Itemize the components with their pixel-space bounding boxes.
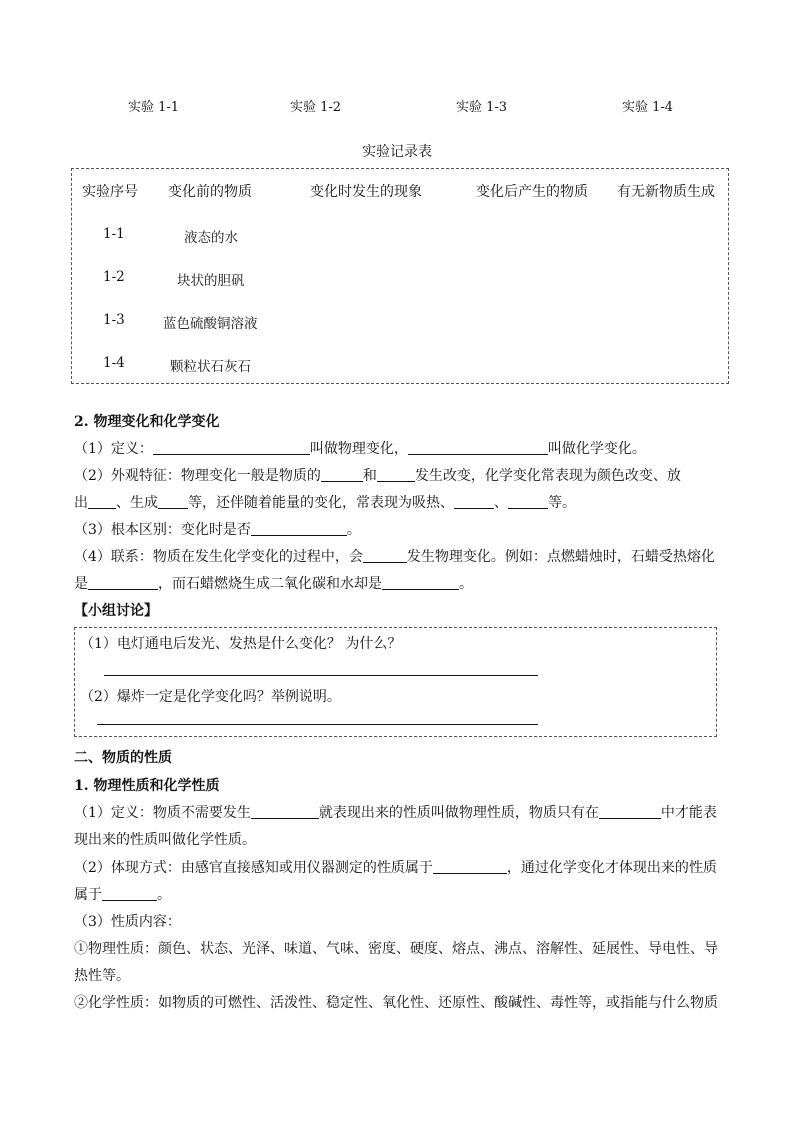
subsection-heading: 1. 物理性质和化学性质 [74, 778, 220, 794]
blank[interactable] [454, 492, 494, 509]
table-header-before: 变化前的物质 [168, 184, 252, 200]
part-heading-properties: 二、物质的性质 [74, 750, 172, 766]
blank[interactable] [251, 519, 347, 536]
table-row-id: 1-2 [103, 269, 125, 285]
blank[interactable] [158, 492, 188, 509]
physical-properties-line2: 热性等。 [74, 968, 130, 984]
property-definition-line2: 现出来的性质叫做化学性质。 [74, 832, 256, 848]
table-header-phenomenon: 变化时发生的现象 [310, 184, 422, 200]
answer-line-1[interactable] [104, 675, 538, 676]
blank[interactable] [88, 492, 116, 509]
blank[interactable] [382, 573, 459, 590]
table-row-before: 液态的水 [184, 230, 238, 246]
physical-properties-line1: ①物理性质：颜色、状态、光泽、味道、气味、密度、硬度、熔点、沸点、溶解性、延展性、导电性、导 [74, 941, 718, 957]
blank[interactable] [599, 802, 661, 819]
relation-paragraph-line2: 是 ，而石蜡燃烧生成二氧化碳和水却是 。 [74, 573, 473, 593]
discussion-label: 【小组讨论】 [74, 603, 158, 619]
experiment-label-1: 实验 1-1 [128, 100, 180, 115]
feature-paragraph-line1: （2）外观特征：物理变化一般是物质的 和 发生改变，化学变化常表现为颜色改变、放 [74, 465, 681, 485]
experiment-label-3: 实验 1-3 [456, 100, 508, 115]
blank[interactable] [508, 492, 548, 509]
relation-paragraph-line1: （4）联系：物质在发生化学变化的过程中，会 发生物理变化。例如：点燃蜡烛时，石蜡受热熔化 [74, 546, 715, 566]
blank[interactable] [88, 573, 158, 590]
property-definition-line1: （1）定义：物质不需要发生 就表现出来的性质叫做物理性质，物质只有在 中才能表 [74, 802, 717, 822]
table-row-id: 1-3 [103, 312, 125, 328]
table-row-before: 颗粒状石灰石 [170, 359, 251, 375]
answer-line-2[interactable] [97, 724, 538, 725]
experiment-label-4: 实验 1-4 [622, 100, 674, 115]
discussion-question-1: （1）电灯通电后发光、发热是什么变化？ 为什么？ [80, 636, 402, 652]
blank[interactable] [433, 857, 507, 874]
blank[interactable] [153, 438, 310, 455]
blank[interactable] [377, 465, 415, 482]
table-row-before: 蓝色硫酸铜溶液 [163, 316, 258, 332]
discussion-question-2: （2）爆炸一定是化学变化吗？举例说明。 [80, 689, 341, 705]
table-row-before: 块状的胆矾 [177, 273, 245, 289]
table-header-after: 变化后产生的物质 [476, 184, 588, 200]
record-table-title: 实验记录表 [362, 144, 432, 160]
table-row-id: 1-1 [103, 226, 125, 242]
feature-paragraph-line2: 出 、生成 等，还伴随着能量的变化，常表现为吸热、 、 等。 [74, 492, 576, 512]
table-header-new-substance: 有无新物质生成 [617, 184, 715, 200]
chemical-properties-line: ②化学性质：如物质的可燃性、活泼性、稳定性、氧化性、还原性、酸碱性、毒性等，或指能与什么物质 [74, 995, 718, 1011]
table-header-seq: 实验序号 [82, 184, 138, 200]
table-row-id: 1-4 [103, 355, 125, 371]
blank[interactable] [408, 438, 548, 455]
blank[interactable] [321, 465, 363, 482]
manifestation-line1: （2）体现方式：由感官直接感知或用仪器测定的性质属于 ，通过化学变化才体现出来的性质 [74, 857, 717, 877]
blank[interactable] [363, 546, 407, 563]
difference-paragraph: （3）根本区别：变化时是否 。 [74, 519, 361, 539]
manifestation-line2: 属于 。 [74, 884, 171, 904]
section-heading-changes: 2. 物理变化和化学变化 [74, 414, 220, 430]
blank[interactable] [251, 802, 319, 819]
blank[interactable] [102, 884, 157, 901]
property-content-heading: （3）性质内容： [74, 914, 181, 930]
definition-paragraph: （1）定义： 叫做物理变化， 叫做化学变化。 [74, 438, 646, 458]
experiment-label-2: 实验 1-2 [290, 100, 342, 115]
